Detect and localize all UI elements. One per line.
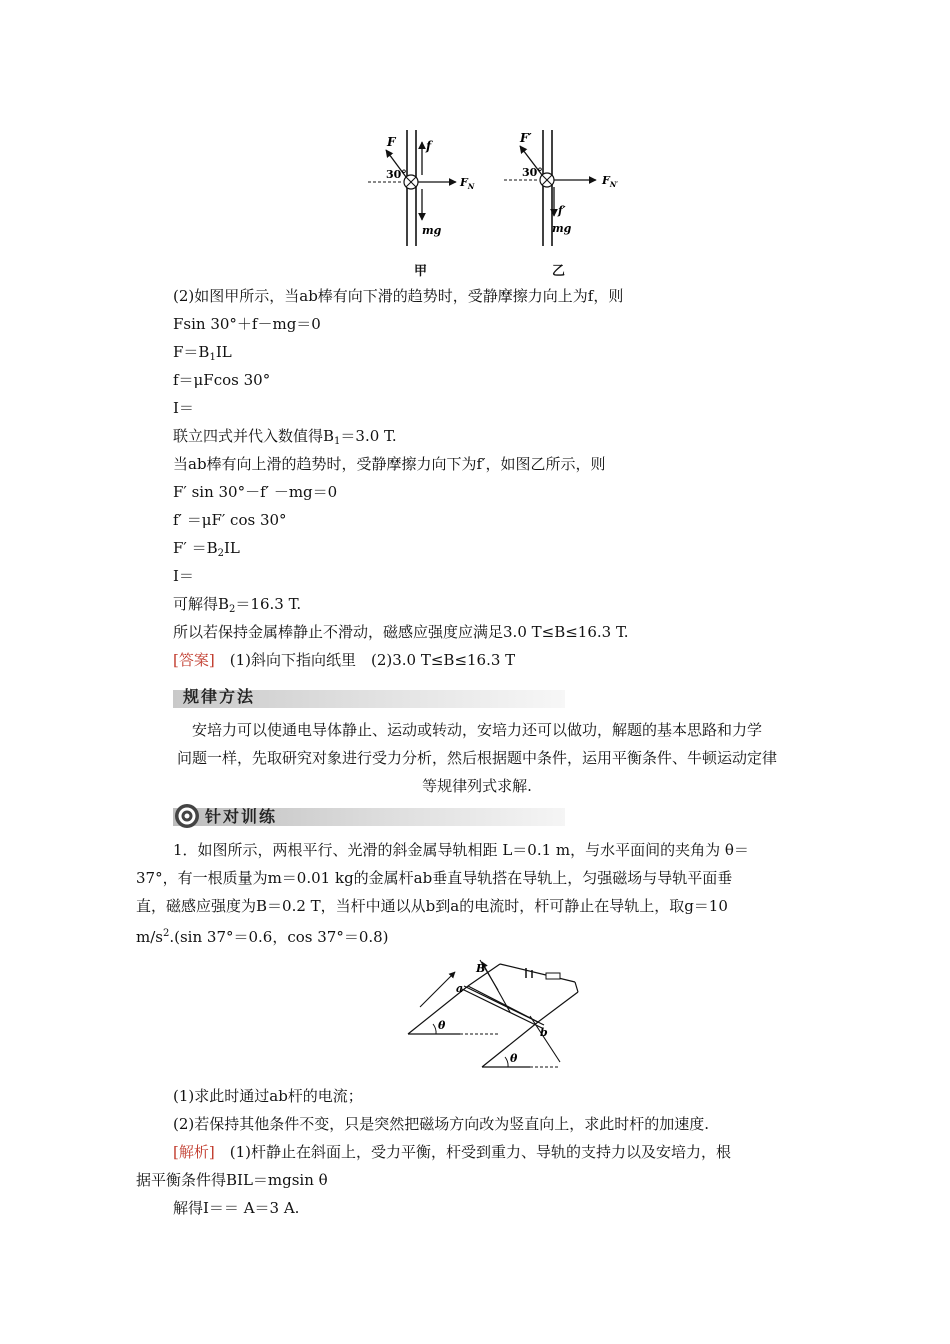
method-p1: 安培力可以使通电导体静止、运动或转动，安培力还可以做功，解题的基本思路和力学 xyxy=(191,721,762,739)
line-13: 所以若保持金属棒静止不滑动，磁感应强度应满足3.0 T≤B≤16.3 T. xyxy=(173,623,629,641)
force-diagram-yi xyxy=(496,128,656,248)
line-8: F′ sin 30°－f′ －mg＝0 xyxy=(173,483,338,501)
line-2: Fsin 30°＋f－mg＝0 xyxy=(173,315,321,333)
label-a: a xyxy=(456,982,464,995)
question-line-4: $m/s^2.(\sin$ 37°＝0.6，cos 37°＝0.8) xyxy=(136,928,389,946)
label-mg: mg xyxy=(552,222,572,235)
target-icon xyxy=(173,802,201,830)
sub-question-2: (2)若保持其他条件不变，只是突然把磁场方向改为竖直向上，求此时杆的加速度. xyxy=(173,1115,710,1133)
line-5: I＝ xyxy=(173,399,194,417)
line-9: f′ ＝μF′ cos 30° xyxy=(173,511,287,529)
answer-line: [答案] (1)斜向下指向纸里 (2)3.0 T≤B≤16.3 T xyxy=(173,651,516,669)
question-line-2: 37°，有一根质量为m＝0.01 kg的金属杆ab垂直导轨搭在导轨上，匀强磁场与导轨平面垂 xyxy=(136,869,733,887)
line-1: (2)如图甲所示，当ab棒有向下滑的趋势时，受静摩擦力向上为f，则 xyxy=(173,287,624,305)
line-10: $F' =B_2IL$ xyxy=(173,539,240,559)
line-12: 可解得$B_2=16.3$ T. xyxy=(173,595,302,615)
caption-jia: 甲 xyxy=(414,264,428,279)
label-angle: 30° xyxy=(386,168,407,181)
question-line-1: 1．如图所示，两根平行、光滑的斜金属导轨相距 L＝0.1 m，与水平面间的夹角为 θ＝ xyxy=(173,841,749,859)
sub-question-1: (1)求此时通过ab杆的电流； xyxy=(173,1087,363,1105)
force-diagram-jia xyxy=(360,128,500,248)
label-B: B xyxy=(476,962,486,975)
rail-diagram xyxy=(400,952,630,1074)
theta-2: θ xyxy=(510,1052,518,1065)
label-F: F xyxy=(387,135,396,149)
analysis-line-2: 据平衡条件得BIL＝mgsin θ xyxy=(136,1171,328,1189)
label-f: f xyxy=(426,139,432,153)
training-banner: 针对训练 xyxy=(173,802,565,830)
label-b: b xyxy=(540,1026,548,1039)
theta-1: θ xyxy=(438,1019,446,1032)
label-angle: 30° xyxy=(522,166,543,179)
analysis-line-1: [解析] (1)杆静止在斜面上，受力平衡，杆受到重力、导轨的支持力以及安培力，根 xyxy=(173,1143,731,1161)
analysis-tag: [解析] xyxy=(173,1143,215,1161)
caption-yi: 乙 xyxy=(552,264,566,279)
label-f-prime: f′ xyxy=(558,204,566,217)
line-7: 当ab棒有向上滑的趋势时，受静摩擦力向下为f′，如图乙所示，则 xyxy=(173,455,606,473)
answer-tag: [答案] xyxy=(173,651,215,669)
method-p3: 等规律列式求解. xyxy=(422,777,532,795)
method-banner: 规律方法 xyxy=(173,682,565,710)
label-FN-prime: $F_{N'}$ xyxy=(602,174,619,189)
line-6: 联立四式并代入数值得$B_1=3.0$ T. xyxy=(173,427,397,447)
label-F-prime: F′ xyxy=(520,131,532,145)
analysis-line-3: 解得I＝＝ A＝3 A. xyxy=(173,1199,300,1217)
line-3: $F=B_1IL$ xyxy=(173,343,232,363)
label-mg: mg xyxy=(422,224,442,237)
question-line-3: 直，磁感应强度为B＝0.2 T，当杆中通以从b到a的电流时，杆可静止在导轨上，取g＝10 xyxy=(136,897,728,915)
method-p2: 问题一样，先取研究对象进行受力分析，然后根据题中条件，运用平衡条件、牛顿运动定律 xyxy=(176,749,777,767)
line-11: I＝ xyxy=(173,567,194,585)
label-FN: $F_N$ xyxy=(460,176,475,191)
line-4: f＝μFcos 30° xyxy=(173,371,271,389)
